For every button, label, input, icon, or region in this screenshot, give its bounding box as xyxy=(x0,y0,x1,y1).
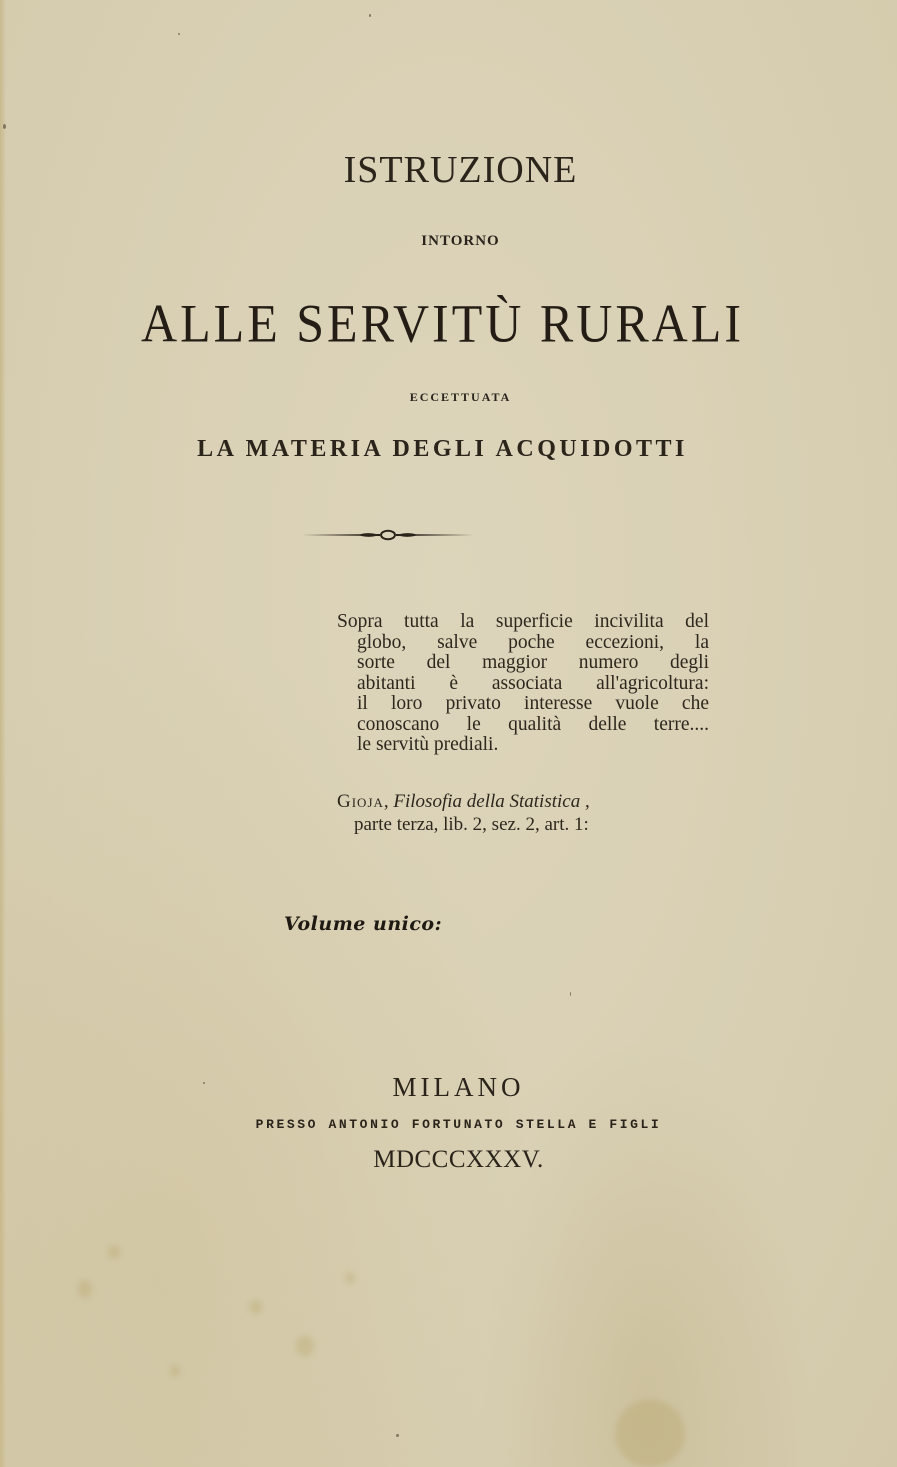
rule-ornament-icon xyxy=(300,529,476,541)
foxing-stain xyxy=(250,1300,262,1314)
foxing-stain xyxy=(296,1335,314,1357)
citation-author: Gioja xyxy=(337,791,384,812)
epigraph-line: abitanti è associata all'agricoltura: xyxy=(357,672,709,694)
foxing-stain xyxy=(78,1280,92,1298)
citation-work-suffix: , xyxy=(580,791,590,812)
citation-line-source xyxy=(337,790,709,813)
epigraph-line: globo, salve poche eccezioni, la xyxy=(357,631,709,653)
title-line-exception: LA MATERIA DEGLI ACQUIDOTTI xyxy=(197,436,688,462)
epigraph-citation xyxy=(337,790,709,836)
epigraph-line: il loro privato interesse vuole che xyxy=(357,693,709,714)
epigraph-quote xyxy=(337,612,709,756)
foxing-stain xyxy=(170,1365,180,1377)
citation-reference: parte terza, lib. 2, sez. 2, art. 1: xyxy=(354,814,589,835)
title-line-connector: INTORNO xyxy=(421,233,500,249)
imprint-year: MDCCCXXXV. xyxy=(373,1146,544,1173)
foxing-stain xyxy=(108,1245,120,1259)
title-line-subject: ALLE SERVITÙ RURALI xyxy=(141,292,744,354)
epigraph-line: sorte del maggior numero degli xyxy=(357,652,709,673)
title-line-qualifier: ECCETTUATA xyxy=(409,390,512,404)
title-line-main: ISTRUZIONE xyxy=(343,149,578,191)
citation-separator: , xyxy=(383,791,394,812)
epigraph-line: conoscano le qualità delle terre.... xyxy=(357,713,709,735)
foxing-stain xyxy=(345,1272,355,1284)
paper-speck xyxy=(396,1434,399,1437)
paper-speck xyxy=(3,124,6,129)
paper-speck xyxy=(178,33,180,35)
page-edge-shadow xyxy=(0,0,6,1467)
paper-speck xyxy=(570,992,571,996)
imprint-publisher: PRESSO ANTONIO FORTUNATO STELLA E FIGLI xyxy=(255,1117,662,1132)
epigraph-line: le servitù prediali. xyxy=(357,734,499,755)
citation-work-title: Filosofia della Statistica xyxy=(393,791,581,812)
epigraph-line: Sopra tutta la superficie incivilita del xyxy=(337,611,709,632)
paper-speck xyxy=(369,14,371,17)
volume-note: Volume unico: xyxy=(284,913,443,935)
foxing-stain xyxy=(615,1400,685,1467)
imprint-city: MILANO xyxy=(392,1072,525,1102)
